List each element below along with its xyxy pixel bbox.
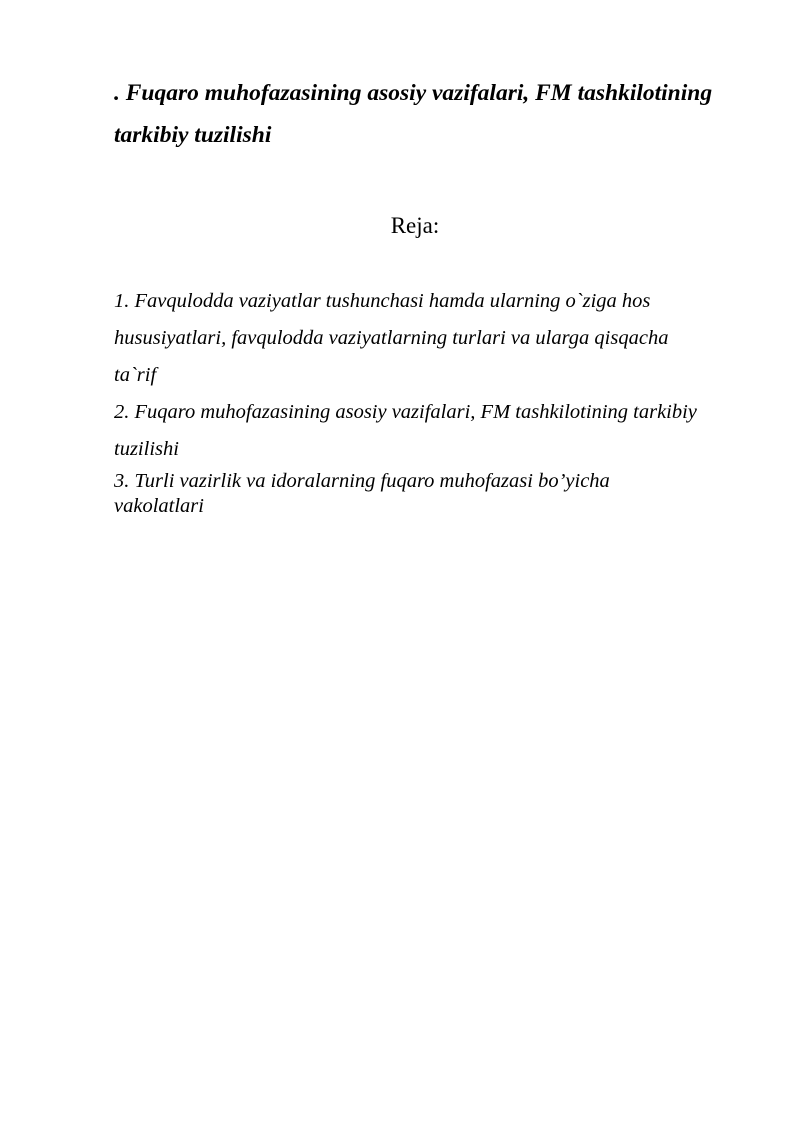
plan-item-line: ta`rif: [114, 364, 157, 386]
plan-heading: Reja:: [390, 213, 440, 238]
plan-item-line: 3. Turli vazirlik va idoralarning fuqaro muhofazasi bo’yicha: [114, 470, 610, 492]
document-title-line: . Fuqaro muhofazasining asosiy vazifalari, FM tashkilotining: [114, 80, 713, 106]
plan-item-3: [114, 469, 774, 519]
plan-item-2: [114, 394, 774, 468]
plan-item-line: vakolatlari: [114, 495, 204, 517]
document-title-line: tarkibiy tuzilishi: [114, 122, 272, 148]
plan-list: [114, 283, 774, 519]
plan-item-1: [114, 283, 774, 394]
plan-item-line: 2. Fuqaro muhofazasining asosiy vazifalari, FM tashkilotining tarkibiy: [114, 401, 697, 423]
plan-item-line: 1. Favqulodda vaziyatlar tushunchasi hamda ularning o`ziga hos: [114, 290, 651, 312]
document-title: [114, 72, 754, 156]
plan-item-line: tuzilishi: [114, 438, 179, 460]
plan-item-line: hususiyatlari, favqulodda vaziyatlarning turlari va ularga qisqacha: [114, 327, 669, 349]
